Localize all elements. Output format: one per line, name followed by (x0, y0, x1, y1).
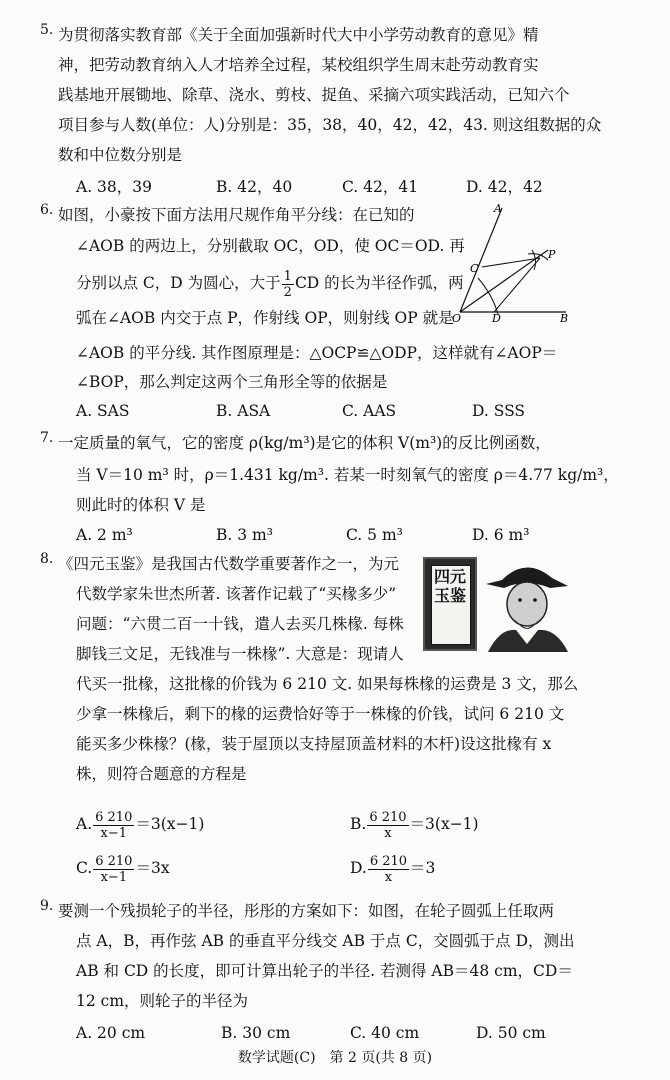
fraction (93, 810, 134, 841)
question-text-line: 株，则符合题意的方程是 (76, 765, 247, 783)
question-text-line: ∠AOB 的两边上，分别截取 OC，OD，使 OC＝OD. 再 (76, 237, 465, 255)
question-text-line: 数和中位数分别是 (58, 146, 183, 164)
option-c[interactable]: C. 42，41 (342, 178, 419, 196)
equation-rhs: ＝3x (135, 859, 170, 877)
fraction-numerator: 6 210 (95, 809, 133, 825)
option-d[interactable]: D. SSS (472, 402, 526, 420)
portrait-image (480, 552, 574, 652)
question-text-line: 问题：“六贯二百一十钱，遣人去买几株椽. 每株 (76, 615, 404, 633)
question-number: 5. (40, 22, 54, 38)
option-a[interactable]: A. SAS (76, 402, 130, 420)
option-b[interactable]: B. 42，40 (216, 178, 293, 196)
question-number: 8. (40, 551, 54, 567)
label-a: A (494, 202, 502, 215)
question-text-line: 点 A，B，再作弦 AB 的垂直平分线交 AB 于点 C，交圆弧于点 D，测出 (76, 932, 575, 950)
fraction-numerator: 6 210 (369, 809, 407, 825)
fraction-denominator: x−1 (100, 825, 127, 841)
option-a[interactable] (76, 803, 204, 845)
question-text-line: ∠AOB 的平分线. 其作图原理是：△OCP≌△ODP，这样就有∠AOP＝ (76, 344, 558, 362)
equation-rhs: ＝3 (410, 859, 436, 877)
question-text-line: 神，把劳动教育纳入人才培养全过程，某校组织学生周末赴劳动教育实 (58, 56, 539, 74)
portrait-face (507, 582, 547, 626)
question-text-line: 践基地开展锄地、除草、浇水、剪枝、捉鱼、采摘六项实践活动，已知六个 (58, 86, 570, 104)
fraction (93, 854, 134, 885)
fraction (367, 810, 408, 841)
ray-oa (460, 208, 502, 312)
option-d[interactable]: D. 6 m³ (472, 526, 530, 544)
question-text-line: 代数学家朱世杰所著. 该著作记载了“买椽多少” (76, 585, 397, 603)
question-text-line: 项目参与人数(单位：人)分别是：35，38，40，42，42，43. 则这组数据的众 (58, 116, 602, 134)
book-cover-image (423, 557, 477, 651)
question-text-line (76, 266, 464, 300)
question-text-line: AB 和 CD 的长度，即可计算出轮子的半径. 若测得 AB＝48 cm，CD＝ (76, 962, 573, 980)
question-text-line: 12 cm，则轮子的半径为 (76, 992, 249, 1010)
fraction-numerator: 6 210 (369, 853, 408, 869)
option-b[interactable]: B. 3 m³ (216, 526, 273, 544)
fraction-numerator: 1 (283, 268, 292, 284)
text-fragment: CD 的长为半径作弧，两 (294, 274, 464, 292)
question-text-line: 如图，小豪按下面方法用尺规作角平分线：在已知的 (58, 206, 415, 224)
fraction-denominator: x (384, 825, 392, 841)
question-text-line: 则此时的体积 V 是 (76, 496, 206, 514)
label-c: C (470, 262, 479, 275)
fraction-denominator: x−1 (100, 869, 128, 885)
option-b[interactable]: B. 30 cm (221, 1024, 291, 1042)
text-fragment: 分别以点 C，D 为圆心，大于 (76, 274, 281, 292)
option-c[interactable] (76, 847, 170, 889)
question-text-line: 弧在∠AOB 内交于点 P，作射线 OP，则射线 OP 就是 (76, 309, 454, 327)
question-text-line: 《四元玉鉴》是我国古代数学重要著作之一，为元 (58, 555, 400, 573)
option-a[interactable]: A. 2 m³ (76, 526, 133, 544)
fraction-numerator: 6 210 (95, 853, 133, 869)
question-text-line: 一定质量的氧气，它的密度 ρ(kg/m³)是它的体积 V(m³)的反比例函数， (58, 434, 551, 452)
option-c[interactable]: C. AAS (342, 402, 397, 420)
segment-dp (494, 258, 540, 312)
label-b: B (560, 312, 569, 325)
portrait-eye (533, 598, 537, 602)
option-label: D. (350, 859, 367, 877)
fraction-denominator: 2 (283, 284, 292, 300)
arc-cd (478, 278, 498, 314)
fraction (368, 854, 409, 885)
option-d[interactable]: D. 42，42 (466, 178, 543, 196)
book-title-text (431, 567, 469, 605)
question-text-line: 为贯彻落实教育部《关于全面加强新时代大中小学劳动教育的意见》精 (58, 26, 539, 44)
question-text-line: 代买一批椽，这批椽的价钱为 6 210 文. 如果每株椽的运费是 3 文，那么 (76, 675, 579, 693)
equation-rhs: ＝3(x−1) (409, 815, 479, 833)
equation-rhs: ＝3(x−1) (135, 815, 205, 833)
option-d[interactable]: D. 50 cm (476, 1024, 546, 1042)
question-number: 6. (40, 202, 54, 218)
option-label: C. (76, 859, 93, 877)
label-p: P (548, 248, 556, 261)
question-text-line: 能买多少株椽？(椽，装于屋顶以支持屋顶盖材料的木杆)设这批椽有 x (76, 735, 552, 753)
label-d: D (492, 312, 501, 325)
portrait-eye (518, 598, 522, 602)
question-number: 9. (40, 898, 54, 914)
segment-cp (482, 258, 540, 267)
fraction-denominator: x (384, 869, 393, 885)
angle-bisector-figure (448, 198, 580, 326)
option-label: A. (76, 815, 93, 833)
question-text-line: 少拿一株椽后，剩下的椽的运费恰好等于一株椽的价钱，试问 6 210 文 (76, 705, 565, 723)
page-footer: 数学试题(C) 第 2 页(共 8 页) (237, 1050, 433, 1066)
option-a[interactable]: A. 38，39 (76, 178, 152, 196)
option-b[interactable] (350, 803, 479, 845)
label-o: O (452, 312, 462, 325)
option-label: B. (350, 815, 367, 833)
option-a[interactable]: A. 20 cm (76, 1024, 146, 1042)
option-b[interactable]: B. ASA (216, 402, 271, 420)
question-text-line: 要测一个残损轮子的半径，彤彤的方案如下：如图，在轮子圆弧上任取两 (58, 902, 555, 920)
option-d[interactable] (350, 847, 435, 889)
question-number: 7. (40, 430, 54, 446)
question-text-line: 当 V＝10 m³ 时，ρ＝1.431 kg/m³. 若某一时刻氧气的密度 ρ＝4.77 kg/m³， (76, 466, 619, 484)
question-text-line: ∠BOP，那么判定这两个三角形全等的依据是 (76, 373, 388, 391)
book-title-chars: 四元玉鉴 (433, 567, 466, 605)
fraction-half (282, 269, 294, 300)
question-text-line: 脚钱三文足，无钱准与一株椽”. 大意是：现请人 (76, 645, 404, 663)
option-c[interactable]: C. 5 m³ (346, 526, 403, 544)
option-c[interactable]: C. 40 cm (350, 1024, 420, 1042)
